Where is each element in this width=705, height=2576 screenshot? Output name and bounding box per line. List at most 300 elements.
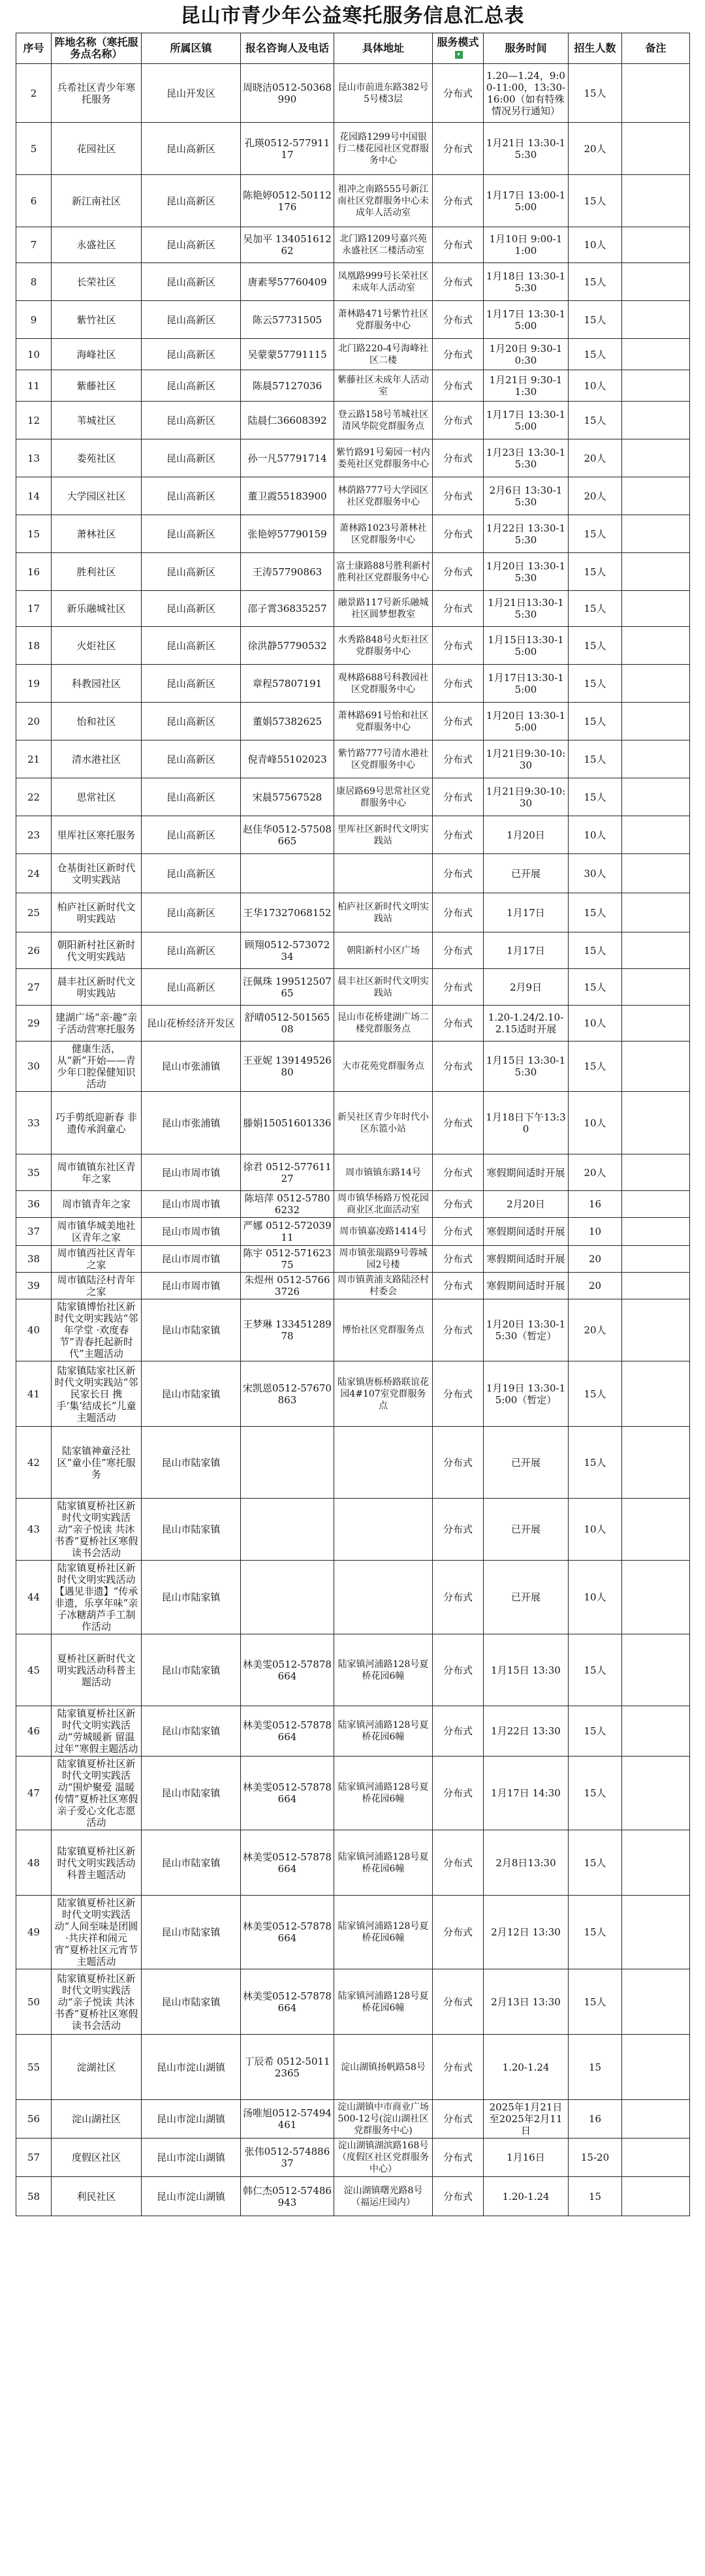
row-zone: 昆山市陆家镇 [142, 1757, 241, 1830]
table-row [16, 553, 690, 591]
table-row [16, 1757, 690, 1830]
row-name: 娄苑社区 [52, 439, 142, 477]
row-note [622, 1896, 690, 1969]
row-count: 20人 [569, 1154, 622, 1191]
row-name: 建湖广场“亲·趣”亲子活动营寒托服务 [52, 1006, 142, 1042]
row-name: 晨丰社区新时代文明实践站 [52, 969, 142, 1006]
row-count: 20人 [569, 439, 622, 477]
row-name: 朝阳新村社区新时代文明实践站 [52, 932, 142, 969]
row-no: 26 [16, 932, 52, 969]
row-mode: 分布式 [433, 591, 484, 627]
row-contact: 孔瑛0512-57791117 [241, 123, 334, 175]
row-zone: 昆山高新区 [142, 227, 241, 263]
table-row [16, 627, 690, 665]
row-zone: 昆山高新区 [142, 175, 241, 227]
row-contact: 汪佩珠 19951250765 [241, 969, 334, 1006]
row-contact: 王梦琳 13345128978 [241, 1299, 334, 1361]
row-zone: 昆山市淀山湖镇 [142, 2139, 241, 2177]
row-contact: 董娟57382625 [241, 703, 334, 740]
header-zone: 所属区镇 [142, 33, 241, 64]
row-contact: 徐洪静57790532 [241, 627, 334, 665]
row-count: 20人 [569, 123, 622, 175]
row-no: 33 [16, 1092, 52, 1154]
table-row [16, 1092, 690, 1154]
row-zone: 昆山高新区 [142, 301, 241, 339]
row-zone: 昆山市淀山湖镇 [142, 2177, 241, 2216]
row-name: 陆家镇夏桥社区新时代文明实践活动“亲子悦读 共沐书香”夏桥社区寒假读书会活动 [52, 1499, 142, 1561]
row-contact: 董卫霞55183900 [241, 477, 334, 515]
row-note [622, 816, 690, 854]
row-count: 15人 [569, 515, 622, 553]
header-mode[interactable] [433, 33, 484, 64]
row-no: 46 [16, 1706, 52, 1757]
row-count: 15人 [569, 339, 622, 370]
row-address: 周市镇镇东路14号 [334, 1154, 433, 1191]
row-zone: 昆山市周市镇 [142, 1273, 241, 1299]
table-row [16, 591, 690, 627]
row-no: 20 [16, 703, 52, 740]
row-time: 2月12日 13:30 [484, 1896, 569, 1969]
header-name: 阵地名称（寒托服务点名称） [52, 33, 142, 64]
row-mode: 分布式 [433, 439, 484, 477]
row-time: 2月9日 [484, 969, 569, 1006]
row-address: 晨丰社区新时代文明实践站 [334, 969, 433, 1006]
row-name: 怡和社区 [52, 703, 142, 740]
row-contact: 陈培萍 0512-57806232 [241, 1191, 334, 1218]
row-no: 29 [16, 1006, 52, 1042]
row-name: 陆家镇夏桥社区新时代文明实践活动“亲子悦读 共沐书香”夏桥社区寒假读书会活动 [52, 1969, 142, 2035]
row-no: 12 [16, 402, 52, 439]
row-mode: 分布式 [433, 1042, 484, 1092]
row-mode: 分布式 [433, 1757, 484, 1830]
row-note [622, 854, 690, 893]
row-name: 紫藤社区 [52, 370, 142, 402]
table-row [16, 64, 690, 123]
table-row [16, 477, 690, 515]
row-zone: 昆山花桥经济开发区 [142, 1006, 241, 1042]
row-contact: 舒晴0512-50156508 [241, 1006, 334, 1042]
table-row [16, 2177, 690, 2216]
row-address: 登云路158号苇城社区清风华院党群服务点 [334, 402, 433, 439]
row-no: 5 [16, 123, 52, 175]
row-name: 清水港社区 [52, 740, 142, 778]
row-contact [241, 1499, 334, 1561]
table-row [16, 227, 690, 263]
table-row [16, 1499, 690, 1561]
row-time: 1月18日下午13:30 [484, 1092, 569, 1154]
table-row [16, 1154, 690, 1191]
row-no: 41 [16, 1361, 52, 1427]
row-note [622, 627, 690, 665]
header-count: 招生人数 [569, 33, 622, 64]
table-row [16, 969, 690, 1006]
row-note [622, 175, 690, 227]
table-row [16, 1273, 690, 1299]
row-note [622, 1218, 690, 1246]
row-note [622, 932, 690, 969]
row-count: 20 [569, 1246, 622, 1273]
table-row [16, 1634, 690, 1706]
row-contact: 吴蒙蒙57791115 [241, 339, 334, 370]
row-note [622, 553, 690, 591]
row-count: 10人 [569, 1006, 622, 1042]
row-mode: 分布式 [433, 1191, 484, 1218]
row-mode: 分布式 [433, 1706, 484, 1757]
row-time: 1月20日 13:30-15:30 [484, 553, 569, 591]
row-address: 花园路1299号中国银行二楼花园社区党群服务中心 [334, 123, 433, 175]
row-no: 18 [16, 627, 52, 665]
row-mode: 分布式 [433, 893, 484, 932]
row-no: 50 [16, 1969, 52, 2035]
row-count: 15 [569, 2177, 622, 2216]
row-count: 16 [569, 1191, 622, 1218]
row-contact [241, 1427, 334, 1499]
row-address [334, 1561, 433, 1634]
row-time: 1.20-1.24 [484, 2035, 569, 2100]
table-row [16, 1427, 690, 1499]
row-time: 1月21日 13:30-15:30 [484, 123, 569, 175]
table-row [16, 740, 690, 778]
row-no: 8 [16, 263, 52, 301]
table-row [16, 703, 690, 740]
row-mode: 分布式 [433, 1634, 484, 1706]
row-name: 巧手剪纸迎新春 非遗传承润童心 [52, 1092, 142, 1154]
row-address: 淀山湖镇中市商业广场500-12号(淀山湖社区党群服务中心) [334, 2100, 433, 2139]
page-title: 昆山市青少年公益寒托服务信息汇总表 [180, 5, 525, 27]
row-mode: 分布式 [433, 816, 484, 854]
row-note [622, 2100, 690, 2139]
row-mode: 分布式 [433, 778, 484, 816]
table-row [16, 932, 690, 969]
row-mode: 分布式 [433, 339, 484, 370]
row-note [622, 2035, 690, 2100]
row-name: 兵希社区青少年寒托服务 [52, 64, 142, 123]
row-time: 寒假期间适时开展 [484, 1154, 569, 1191]
row-address: 周市镇黄浦支路陆泾村村委会 [334, 1273, 433, 1299]
row-address: 陆家镇唐栎桥路联谊花园4#107室党群服务点 [334, 1361, 433, 1427]
row-name: 仓基街社区新时代文明实践站 [52, 854, 142, 893]
row-name: 周市镇青年之家 [52, 1191, 142, 1218]
table-row [16, 1830, 690, 1896]
row-count: 10人 [569, 1092, 622, 1154]
row-zone: 昆山高新区 [142, 854, 241, 893]
row-address [334, 1499, 433, 1561]
table-row [16, 439, 690, 477]
row-address: 淀山湖镇湖滨路168号（度假区社区党群服务中心） [334, 2139, 433, 2177]
row-note [622, 477, 690, 515]
row-no: 16 [16, 553, 52, 591]
row-no: 49 [16, 1896, 52, 1969]
row-contact: 邵子霄36835257 [241, 591, 334, 627]
row-name: 海峰社区 [52, 339, 142, 370]
row-contact: 汤唯旭0512-57494461 [241, 2100, 334, 2139]
row-contact: 王华17327068152 [241, 893, 334, 932]
header-no: 序号 [16, 33, 52, 64]
row-contact: 赵佳华0512-57508665 [241, 816, 334, 854]
row-zone: 昆山高新区 [142, 439, 241, 477]
row-mode: 分布式 [433, 2177, 484, 2216]
filter-icon[interactable]: ▾ [455, 51, 463, 59]
row-time: 寒假期间适时开展 [484, 1246, 569, 1273]
table-row [16, 1706, 690, 1757]
row-mode: 分布式 [433, 477, 484, 515]
row-contact: 林美雯0512-57878664 [241, 1830, 334, 1896]
row-contact: 林美雯0512-57878664 [241, 1634, 334, 1706]
row-no: 6 [16, 175, 52, 227]
row-address: 周市镇嘉凌路1414号 [334, 1218, 433, 1246]
row-zone: 昆山高新区 [142, 665, 241, 703]
row-address: 陆家镇河浦路128号夏桥花园6幢 [334, 1706, 433, 1757]
row-mode: 分布式 [433, 1154, 484, 1191]
row-mode: 分布式 [433, 969, 484, 1006]
row-address: 朝阳新村小区广场 [334, 932, 433, 969]
row-name: 陆家镇博怡社区新时代文明实践站“邻年学堂 ·欢度春节”青春托起新时代”主题活动 [52, 1299, 142, 1361]
table-row [16, 1042, 690, 1092]
table-row [16, 778, 690, 816]
row-no: 55 [16, 2035, 52, 2100]
row-mode: 分布式 [433, 627, 484, 665]
row-no: 56 [16, 2100, 52, 2139]
row-zone: 昆山市陆家镇 [142, 1830, 241, 1896]
row-zone: 昆山市陆家镇 [142, 1969, 241, 2035]
row-time: 1月15日 13:30 [484, 1634, 569, 1706]
row-address: 里厍社区新时代文明实践站 [334, 816, 433, 854]
row-zone: 昆山市陆家镇 [142, 1427, 241, 1499]
row-name: 周市镇陆泾村青年之家 [52, 1273, 142, 1299]
row-time: 1.20-1.24/2.10-2.15适时开展 [484, 1006, 569, 1042]
row-no: 37 [16, 1218, 52, 1246]
row-note [622, 1561, 690, 1634]
row-mode: 分布式 [433, 227, 484, 263]
table-row [16, 1191, 690, 1218]
row-address: 周市镇华杨路万悦花园商业区北面活动室 [334, 1191, 433, 1218]
row-address: 大市花苑党群服务点 [334, 1042, 433, 1092]
row-count: 15人 [569, 1830, 622, 1896]
table-row [16, 1969, 690, 2035]
row-name: 科教园社区 [52, 665, 142, 703]
row-address [334, 854, 433, 893]
row-contact: 王涛57790863 [241, 553, 334, 591]
row-zone: 昆山市陆家镇 [142, 1499, 241, 1561]
row-time: 1月17日 13:30-15:00 [484, 301, 569, 339]
row-mode: 分布式 [433, 932, 484, 969]
row-zone: 昆山市周市镇 [142, 1246, 241, 1273]
row-note [622, 1006, 690, 1042]
row-name: 紫竹社区 [52, 301, 142, 339]
row-zone: 昆山高新区 [142, 263, 241, 301]
row-name: 陆家镇夏桥社区新时代文明实践活动科普主题活动 [52, 1830, 142, 1896]
row-mode: 分布式 [433, 1361, 484, 1427]
row-mode: 分布式 [433, 370, 484, 402]
table-row [16, 1561, 690, 1634]
row-address: 林荫路777号大学园区社区党群服务中心 [334, 477, 433, 515]
row-contact [241, 1561, 334, 1634]
row-note [622, 64, 690, 123]
row-count: 30人 [569, 854, 622, 893]
row-zone: 昆山高新区 [142, 778, 241, 816]
row-zone: 昆山高新区 [142, 591, 241, 627]
row-mode: 分布式 [433, 1499, 484, 1561]
row-address: 淀山湖镇扬帆路58号 [334, 2035, 433, 2100]
row-name: 夏桥社区新时代文明实践活动科普主题活动 [52, 1634, 142, 1706]
row-name: 度假区社区 [52, 2139, 142, 2177]
row-note [622, 1042, 690, 1092]
row-contact: 陈云57731505 [241, 301, 334, 339]
table-row [16, 1299, 690, 1361]
table-row [16, 2100, 690, 2139]
table-row [16, 339, 690, 370]
table-row [16, 854, 690, 893]
row-address: 萧林路471号紫竹社区党群服务中心 [334, 301, 433, 339]
row-address: 萧林路691号怡和社区党群服务中心 [334, 703, 433, 740]
row-mode: 分布式 [433, 1273, 484, 1299]
row-address: 富士康路88号胜利新村胜利社区党群服务中心 [334, 553, 433, 591]
row-zone: 昆山高新区 [142, 553, 241, 591]
row-contact: 严娜 0512-57203911 [241, 1218, 334, 1246]
row-name: 火炬社区 [52, 627, 142, 665]
row-count: 15人 [569, 627, 622, 665]
row-mode: 分布式 [433, 1561, 484, 1634]
row-no: 36 [16, 1191, 52, 1218]
row-address: 柏庐社区新时代文明实践站 [334, 893, 433, 932]
row-no: 9 [16, 301, 52, 339]
row-name: 苇城社区 [52, 402, 142, 439]
row-mode: 分布式 [433, 301, 484, 339]
row-count: 15人 [569, 1706, 622, 1757]
row-contact: 朱煜州 0512-57663726 [241, 1273, 334, 1299]
row-time: 已开展 [484, 854, 569, 893]
row-contact: 倪青峰55102023 [241, 740, 334, 778]
row-name: 陆家镇神童泾社区“童小佳”寒托服务 [52, 1427, 142, 1499]
row-zone: 昆山市淀山湖镇 [142, 2100, 241, 2139]
row-address: 北门路1209号嘉兴苑永盛社区二楼活动室 [334, 227, 433, 263]
row-mode: 分布式 [433, 1896, 484, 1969]
row-count: 15人 [569, 703, 622, 740]
row-note [622, 439, 690, 477]
row-name: 陆家镇夏桥社区新时代文明实践活动“人间至味是团圆·共庆祥和闹元宵”夏桥社区元宵节主题活动 [52, 1896, 142, 1969]
row-contact: 张伟0512-57488637 [241, 2139, 334, 2177]
row-note [622, 1499, 690, 1561]
row-zone: 昆山市陆家镇 [142, 1299, 241, 1361]
row-note [622, 370, 690, 402]
row-address: 周市镇张瑞路9号蓉城园2号楼 [334, 1246, 433, 1273]
row-count: 15人 [569, 301, 622, 339]
row-name: 萧林社区 [52, 515, 142, 553]
row-name: 思常社区 [52, 778, 142, 816]
row-contact: 陈晨57127036 [241, 370, 334, 402]
row-no: 42 [16, 1427, 52, 1499]
header-mode-label: 服务模式 [437, 36, 479, 48]
row-count: 15人 [569, 1361, 622, 1427]
row-time: 1月21日9:30-10:30 [484, 740, 569, 778]
row-time: 1月18日 13:30-15:30 [484, 263, 569, 301]
table-row [16, 370, 690, 402]
row-note [622, 1092, 690, 1154]
row-time: 1月22日 13:30-15:30 [484, 515, 569, 553]
row-contact: 唐素琴57760409 [241, 263, 334, 301]
row-zone: 昆山市张浦镇 [142, 1092, 241, 1154]
row-no: 27 [16, 969, 52, 1006]
row-contact: 王亚妮 13914952680 [241, 1042, 334, 1092]
row-count: 15人 [569, 263, 622, 301]
row-count: 15人 [569, 1896, 622, 1969]
row-zone: 昆山高新区 [142, 402, 241, 439]
row-no: 7 [16, 227, 52, 263]
row-zone: 昆山市陆家镇 [142, 1361, 241, 1427]
row-zone: 昆山市陆家镇 [142, 1561, 241, 1634]
row-count: 15-20 [569, 2139, 622, 2177]
row-contact: 吴加平 13405161262 [241, 227, 334, 263]
row-time: 1月21日13:30-15:30 [484, 591, 569, 627]
row-time: 寒假期间适时开展 [484, 1218, 569, 1246]
row-count: 15 [569, 2035, 622, 2100]
row-mode: 分布式 [433, 854, 484, 893]
table-row [16, 816, 690, 854]
header-row [16, 33, 690, 64]
row-note [622, 893, 690, 932]
row-note [622, 665, 690, 703]
row-address: 水秀路848号火炬社区党群服务中心 [334, 627, 433, 665]
row-zone: 昆山高新区 [142, 627, 241, 665]
row-contact: 孙一凡57791714 [241, 439, 334, 477]
row-count: 15人 [569, 665, 622, 703]
row-note [622, 1706, 690, 1757]
row-name: 周市镇镇东社区青年之家 [52, 1154, 142, 1191]
row-time: 1月16日 [484, 2139, 569, 2177]
row-mode: 分布式 [433, 1299, 484, 1361]
row-time: 1.20—1.24，9:00-11:00，13:30-16:00（如有特殊情况另行通知） [484, 64, 569, 123]
row-no: 57 [16, 2139, 52, 2177]
row-note [622, 969, 690, 1006]
header-note: 备注 [622, 33, 690, 64]
row-note [622, 2177, 690, 2216]
row-count: 10人 [569, 1499, 622, 1561]
row-contact: 陈艳婷0512-50112176 [241, 175, 334, 227]
row-count: 15人 [569, 1427, 622, 1499]
row-contact: 林美雯0512-57878664 [241, 1969, 334, 2035]
row-no: 44 [16, 1561, 52, 1634]
row-no: 23 [16, 816, 52, 854]
row-address: 观林路688号科教园社区党群服务中心 [334, 665, 433, 703]
row-note [622, 339, 690, 370]
row-address: 北门路220-4号海峰社区二楼 [334, 339, 433, 370]
row-name: 周市镇西社区青年之家 [52, 1246, 142, 1273]
row-mode: 分布式 [433, 2139, 484, 2177]
row-mode: 分布式 [433, 1969, 484, 2035]
table-row [16, 893, 690, 932]
row-time: 1月21日9:30-10:30 [484, 778, 569, 816]
row-time: 2月13日 13:30 [484, 1969, 569, 2035]
row-count: 10 [569, 1218, 622, 1246]
row-count: 15人 [569, 1757, 622, 1830]
row-count: 15人 [569, 591, 622, 627]
row-mode: 分布式 [433, 553, 484, 591]
row-name: 花园社区 [52, 123, 142, 175]
row-zone: 昆山高新区 [142, 816, 241, 854]
row-mode: 分布式 [433, 1006, 484, 1042]
row-zone: 昆山高新区 [142, 370, 241, 402]
row-count: 10人 [569, 1561, 622, 1634]
row-time: 2025年1月21日至2025年2月11日 [484, 2100, 569, 2139]
row-count: 15人 [569, 740, 622, 778]
row-note [622, 740, 690, 778]
row-no: 39 [16, 1273, 52, 1299]
table-row [16, 665, 690, 703]
row-contact: 陈宇 0512-57162375 [241, 1246, 334, 1273]
row-contact: 周晓洁0512-50368990 [241, 64, 334, 123]
row-name: 胜利社区 [52, 553, 142, 591]
row-address: 紫藤社区未成年人活动室 [334, 370, 433, 402]
